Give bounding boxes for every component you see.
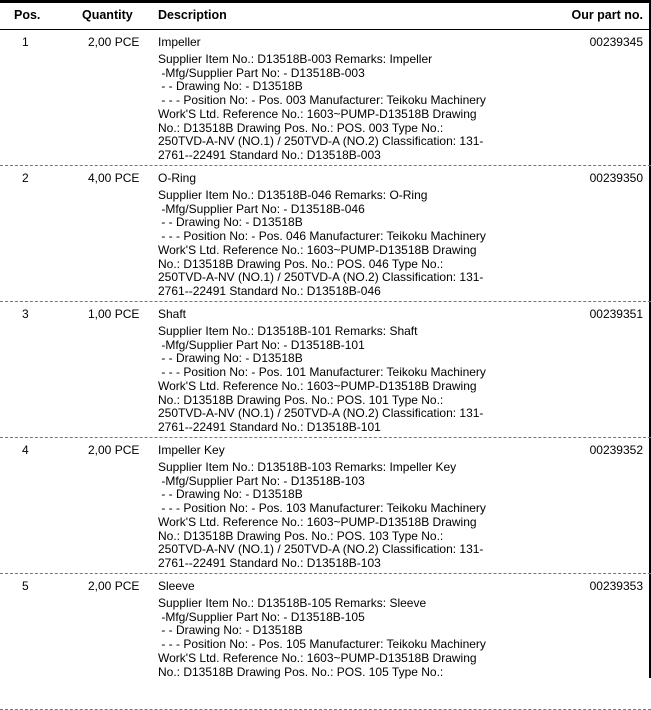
row-quantity: 1,00 PCE <box>88 307 140 321</box>
header-part-no: Our part no. <box>571 8 643 22</box>
detail-line: - - - Position No: - Pos. 103 Manufacturer: Teikoku Machinery <box>158 501 486 516</box>
detail-line: 2761--22491 Standard No.: D13518B-003 <box>158 147 381 162</box>
detail-line: -Mfg/Supplier Part No: - D13518B-105 <box>158 609 365 624</box>
table-row <box>0 30 651 166</box>
row-description-title: Shaft <box>158 307 187 321</box>
header-pos: Pos. <box>14 8 41 22</box>
row-description-title: O-Ring <box>158 171 197 185</box>
row-pos: 4 <box>22 443 29 457</box>
detail-line: Work'S Ltd. Reference No.: 1603~PUMP-D13518B Drawing <box>158 106 477 121</box>
detail-line: - - Drawing No: - D13518B <box>158 487 303 502</box>
row-quantity: 2,00 PCE <box>88 35 140 49</box>
detail-line: Supplier Item No.: D13518B-103 Remarks: Impeller Key <box>158 460 457 474</box>
table-row <box>0 302 651 438</box>
detail-line: Work'S Ltd. Reference No.: 1603~PUMP-D13518B Drawing <box>158 514 477 529</box>
row-part-no: 00239345 <box>589 35 643 49</box>
detail-line: Work'S Ltd. Reference No.: 1603~PUMP-D13518B Drawing <box>158 650 477 665</box>
detail-line: - - Drawing No: - D13518B <box>158 623 303 638</box>
detail-line: Supplier Item No.: D13518B-101 Remarks: Shaft <box>158 324 418 338</box>
row-description-detail <box>158 597 498 679</box>
detail-line: 250TVD-A-NV (NO.1) / 250TVD-A (NO.2) Classification: 131- <box>158 134 484 149</box>
detail-line: -Mfg/Supplier Part No: - D13518B-046 <box>158 201 365 216</box>
detail-line: -Mfg/Supplier Part No: - D13518B-103 <box>158 473 365 488</box>
row-pos: 1 <box>22 35 29 49</box>
row-part-no: 00239350 <box>589 171 643 185</box>
row-description-detail <box>158 325 498 435</box>
item-table <box>0 30 651 710</box>
row-description-detail <box>158 461 498 571</box>
detail-line: No.: D13518B Drawing Pos. No.: POS. 105 Type No.: <box>158 664 444 679</box>
row-part-no: 00239353 <box>589 579 643 593</box>
row-quantity: 2,00 PCE <box>88 579 140 593</box>
detail-line: 2761--22491 Standard No.: D13518B-103 <box>158 555 381 570</box>
detail-line: -Mfg/Supplier Part No: - D13518B-101 <box>158 337 365 352</box>
detail-line: Supplier Item No.: D13518B-003 Remarks: Impeller <box>158 52 433 66</box>
row-part-no: 00239351 <box>589 307 643 321</box>
detail-line: Supplier Item No.: D13518B-046 Remarks: O-Ring <box>158 188 428 202</box>
detail-line: Work'S Ltd. Reference No.: 1603~PUMP-D13518B Drawing <box>158 378 477 393</box>
row-description-title: Impeller <box>158 35 201 49</box>
table-row <box>0 438 651 574</box>
row-part-no: 00239352 <box>589 443 643 457</box>
detail-line: - - - Position No: - Pos. 003 Manufacturer: Teikoku Machinery <box>158 93 486 108</box>
detail-line: - - Drawing No: - D13518B <box>158 79 303 94</box>
row-description-title: Impeller Key <box>158 443 225 457</box>
detail-line: - - Drawing No: - D13518B <box>158 351 303 366</box>
row-quantity: 2,00 PCE <box>88 443 140 457</box>
row-description-title: Sleeve <box>158 579 195 593</box>
detail-line: No.: D13518B Drawing Pos. No.: POS. 103 Type No.: <box>158 528 444 543</box>
detail-line: - - - Position No: - Pos. 105 Manufacturer: Teikoku Machinery <box>158 637 486 652</box>
detail-line: 250TVD-A-NV (NO.1) / 250TVD-A (NO.2) Classification: 131- <box>158 270 484 285</box>
detail-line: 250TVD-A-NV (NO.1) / 250TVD-A (NO.2) Classification: 131- <box>158 542 484 557</box>
table-header <box>0 8 651 28</box>
header-description: Description <box>158 8 227 22</box>
row-description-detail <box>158 53 498 163</box>
top-border <box>0 0 651 3</box>
detail-line: 250TVD-A-NV (NO.1) / 250TVD-A (NO.2) Classification: 131- <box>158 406 484 421</box>
detail-line: No.: D13518B Drawing Pos. No.: POS. 003 Type No.: <box>158 120 444 135</box>
row-quantity: 4,00 PCE <box>88 171 140 185</box>
table-row <box>0 574 651 710</box>
detail-line: - - - Position No: - Pos. 101 Manufacturer: Teikoku Machinery <box>158 365 486 380</box>
row-pos: 5 <box>22 579 29 593</box>
table-row <box>0 166 651 302</box>
row-pos: 2 <box>22 171 29 185</box>
detail-line: - - Drawing No: - D13518B <box>158 215 303 230</box>
header-quantity: Quantity <box>82 8 133 22</box>
row-description-detail <box>158 189 498 299</box>
detail-line: No.: D13518B Drawing Pos. No.: POS. 046 Type No.: <box>158 256 444 271</box>
detail-line: 2761--22491 Standard No.: D13518B-046 <box>158 283 381 298</box>
detail-line: -Mfg/Supplier Part No: - D13518B-003 <box>158 65 365 80</box>
detail-line: Supplier Item No.: D13518B-105 Remarks: Sleeve <box>158 596 427 610</box>
detail-line: No.: D13518B Drawing Pos. No.: POS. 101 Type No.: <box>158 392 444 407</box>
detail-line: - - - Position No: - Pos. 046 Manufacturer: Teikoku Machinery <box>158 229 486 244</box>
row-pos: 3 <box>22 307 29 321</box>
detail-line: Work'S Ltd. Reference No.: 1603~PUMP-D13518B Drawing <box>158 242 477 257</box>
detail-line: 2761--22491 Standard No.: D13518B-101 <box>158 419 381 434</box>
